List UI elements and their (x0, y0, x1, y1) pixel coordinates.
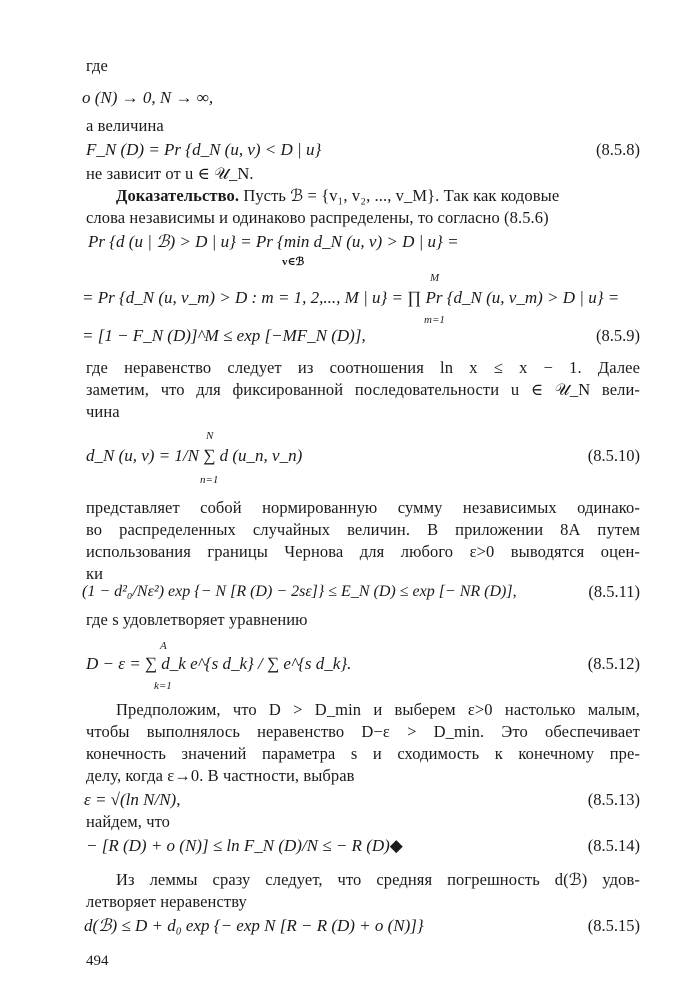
text-line: использования границы Чернова для любого ε>0 выводятся оцен- (86, 542, 640, 561)
text-line: Предположим, что D > D_min и выберем ε>0 настолько малым, (116, 700, 640, 719)
product-upper-limit: M (430, 272, 440, 284)
proof-line (116, 186, 640, 206)
text-line: заметим, что для фиксированной последовательности u ∈ 𝒰_N вели- (86, 380, 640, 399)
text-line: летворяет неравенству (86, 892, 247, 911)
equation-pr-2: = Pr {d_N (u, v_m) > D : m = 1, 2,..., M | u} = ∏ Pr {d_N (u, v_m) > D | u} = (82, 288, 620, 307)
equation-number: (8.5.15) (587, 916, 640, 935)
equation-number: (8.5.13) (587, 790, 640, 809)
text-line: представляет собой нормированную сумму независимых одинако- (86, 498, 640, 517)
proof-text: Пусть ℬ = {v₁, v₂, ..., v_M}. Так как кодовые (243, 186, 560, 205)
text-line: ки (86, 564, 104, 583)
text-line: найдем, что (86, 812, 171, 831)
equation-number: (8.5.11) (588, 582, 640, 601)
text-line: Из леммы сразу следует, что средняя погрешность d(ℬ) удов- (116, 870, 640, 889)
proof-label: Доказательство. (116, 186, 240, 205)
text-line: где неравенство следует из соотношения ln x ≤ x − 1. Далее (86, 358, 640, 377)
equation-8-5-9: = [1 − F_N (D)]^M ≤ exp [−MF_N (D)], (82, 326, 366, 345)
text-line: где (86, 56, 108, 75)
equation-8-5-10: d_N (u, v) = 1/N ∑ d (u_n, v_n) (86, 446, 303, 465)
equation-number: (8.5.8) (596, 140, 640, 159)
equation-8-5-13: ε = √(ln N/N), (84, 790, 181, 809)
equation-8-5-11: (1 − d²₀/Nε²) exp {− N [R (D) − 2sε]} ≤ E_N (D) ≤ exp [− NR (D)], (82, 583, 517, 600)
equation-number: (8.5.14) (587, 836, 640, 855)
sum-upper-limit: N (206, 430, 214, 442)
equation-number: (8.5.9) (596, 326, 640, 345)
sum-lower-limit: n=1 (200, 474, 219, 486)
equation-8-5-12: D − ε = ∑ d_k e^{s d_k} / ∑ e^{s d_k}. (86, 654, 352, 673)
equation-pr-1: Pr {d (u | ℬ) > D | u} = Pr {min d_N (u, v) > D | u} = (88, 232, 459, 251)
sum-lower-limit: k=1 (154, 680, 172, 692)
sum-upper-limit: A (160, 640, 167, 652)
page-number: 494 (86, 953, 109, 969)
equation-8-5-15: d(ℬ) ≤ D + d₀ exp {− exp N [R − R (D) + o (N)]} (84, 916, 424, 935)
text-line: во распределенных случайных величин. В приложении 8А путем (86, 520, 640, 539)
text-line: не зависит от u ∈ 𝒰_N. (86, 164, 254, 183)
equation-small-o: o (N) → 0, N → ∞, (82, 88, 214, 107)
text-line: делу, когда ε→0. В частности, выбрав (86, 766, 355, 785)
text-line: а величина (86, 116, 164, 135)
text-line: чтобы выполнялось неравенство D−ε > D_min. Это обеспечивает (86, 722, 640, 741)
equation-pr-1-sub: v∈ℬ (282, 256, 305, 268)
product-lower-limit: m=1 (424, 314, 445, 326)
equation-number: (8.5.10) (587, 446, 640, 465)
equation-8-5-14: − [R (D) + o (N)] ≤ ln F_N (D)/N ≤ − R (D)◆ (86, 836, 403, 855)
equation-number: (8.5.12) (587, 654, 640, 673)
text-line: где s удовлетворяет уравнению (86, 610, 308, 629)
text-line: конечность значений параметра s и сходимость к конечному пре- (86, 744, 640, 763)
text-line: чина (86, 402, 120, 421)
text-line: слова независимы и одинаково распределены, то согласно (8.5.6) (86, 208, 549, 227)
equation-8-5-8: F_N (D) = Pr {d_N (u, v) < D | u} (86, 140, 322, 159)
